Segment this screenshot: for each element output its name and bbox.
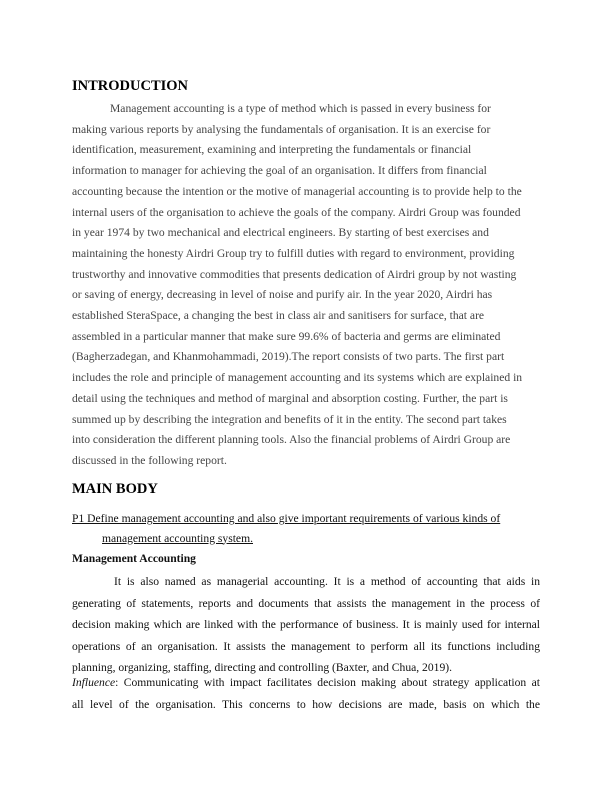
intro-line: established SteraSpace, a changing the best in class air and sanitisers for surface, that are — [72, 309, 485, 323]
para-line: planning, organizing, staffing, directing and controlling (Baxter, and Chua, 2019). — [72, 661, 453, 674]
para-line: It is also named as managerial accounting. It is a method of accounting that aids in — [114, 575, 540, 588]
question-heading — [72, 509, 540, 548]
intro-line: Management accounting is a type of method which is passed in every business for — [110, 102, 491, 115]
introduction-paragraph — [72, 99, 544, 472]
para-line: operations of an organisation. It assists the management to perform all its functions including — [72, 639, 540, 653]
intro-line: detail using the techniques and method of marginal and absorption costing. Further, the part is — [72, 391, 508, 405]
para-line: all level of the organisation. This concerns to how decisions are made, basis on which the — [72, 697, 540, 711]
para-line: decision making which are linked with the performance of business. It is mainly used for internal — [72, 618, 540, 631]
intro-line: in year 1974 by two mechanical and electrical engineers. By starting of best exercises and — [72, 226, 489, 240]
management-accounting-paragraph — [72, 571, 540, 679]
intro-line: trustworthy and innovative commodities that presents dedication of Airdri group by not wasting — [72, 267, 517, 281]
para-line — [72, 672, 540, 694]
influence-text: : Communicating with impact facilitates decision making about strategy application at — [115, 676, 540, 689]
intro-line: discussed in the following report. — [72, 453, 227, 467]
intro-line: (Bagherzadegan, and Khanmohammadi, 2019).The report consists of two parts. The first part — [72, 350, 505, 364]
influence-term: Influence — [72, 676, 116, 689]
influence-paragraph — [72, 672, 540, 715]
intro-line: information to manager for achieving the goal of an organisation. It differs from financial — [72, 164, 487, 178]
intro-line: maintaining the honesty Airdri Group try to fulfill duties with regard to environment, providing — [72, 246, 515, 260]
intro-line: or saving of energy, decreasing in level of noise and purify air. In the year 2020, Airdri has — [72, 288, 493, 302]
intro-line: internal users of the organisation to achieve the goals of the company. Airdri Group was founded — [72, 205, 521, 219]
management-accounting-subheading: Management Accounting — [72, 552, 196, 565]
introduction-heading: INTRODUCTION — [72, 78, 189, 94]
intro-line: summed up by describing the integration and benefits of it in the entity. The second part takes — [72, 412, 507, 426]
intro-line: making various reports by analysing the fundamentals of organisation. It is an exercise for — [72, 122, 491, 136]
intro-line: assembled in a particular manner that make sure 99.6% of bacteria and germs are eliminated — [72, 329, 501, 343]
intro-line: accounting because the intention or the motive of managerial accounting is to provide help to the — [72, 184, 522, 198]
intro-line: into consideration the different planning tools. Also the financial problems of Airdri Group are — [72, 433, 511, 447]
question-line: management accounting system. — [102, 531, 253, 545]
main-body-heading: MAIN BODY — [72, 481, 158, 497]
intro-line: includes the role and principle of management accounting and its systems which are explained in — [72, 371, 523, 385]
intro-line: identification, measurement, examining and interpreting the fundamentals or financial — [72, 143, 472, 157]
question-line: P1 Define management accounting and also give important requirements of various kinds of — [72, 512, 501, 525]
para-line: generating of statements, reports and documents that assists the management in the process of — [72, 596, 540, 610]
